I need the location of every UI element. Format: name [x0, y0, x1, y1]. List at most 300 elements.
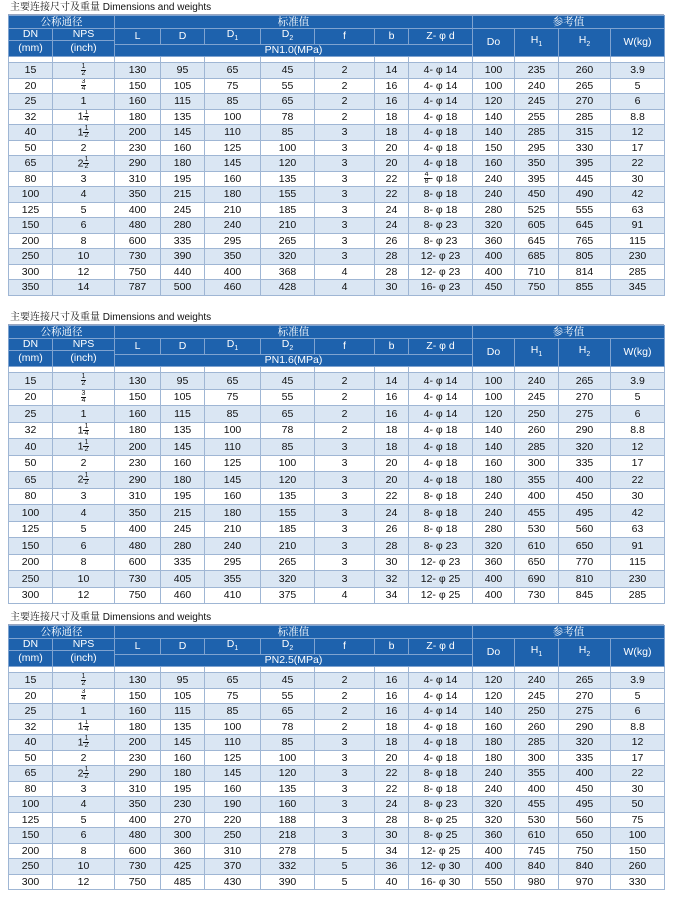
cell-h1: 300	[515, 455, 559, 472]
cell-weight: 8.8	[611, 109, 665, 125]
cell-z-phi-d: 12- φ 25	[409, 843, 473, 859]
cell-d: 115	[161, 406, 205, 423]
cell-d: 270	[161, 812, 205, 828]
cell-h1: 400	[515, 488, 559, 505]
cell-do: 400	[473, 843, 515, 859]
header-z: Z- φ d	[409, 639, 473, 655]
cell-do: 120	[473, 94, 515, 110]
cell-l: 730	[115, 859, 161, 875]
cell-h1: 245	[515, 389, 559, 406]
cell-h1: 525	[515, 202, 559, 218]
cell-h2: 650	[559, 828, 611, 844]
cell-f: 3	[315, 781, 375, 797]
cell-d: 335	[161, 233, 205, 249]
cell-dn: 50	[9, 750, 53, 766]
cell-d2: 85	[261, 439, 315, 456]
header-weight: W(kg)	[611, 639, 665, 667]
cell-h2: 395	[559, 156, 611, 172]
cell-h2: 285	[559, 109, 611, 125]
cell-do: 240	[473, 187, 515, 203]
cell-d2: 210	[261, 538, 315, 555]
cell-d1: 110	[205, 439, 261, 456]
header-f: f	[315, 29, 375, 45]
cell-d1: 430	[205, 874, 261, 890]
cell-d1: 310	[205, 843, 261, 859]
header-l: L	[115, 29, 161, 45]
cell-d: 245	[161, 521, 205, 538]
cell-h2: 495	[559, 797, 611, 813]
cell-dn: 15	[9, 673, 53, 689]
cell-b: 16	[375, 406, 409, 423]
cell-f: 3	[315, 505, 375, 522]
cell-h1: 400	[515, 781, 559, 797]
cell-do: 360	[473, 233, 515, 249]
cell-d1: 240	[205, 538, 261, 555]
cell-b: 18	[375, 735, 409, 751]
cell-d: 245	[161, 202, 205, 218]
cell-d: 145	[161, 735, 205, 751]
cell-z-phi-d: 8- φ 18	[409, 488, 473, 505]
cell-do: 240	[473, 781, 515, 797]
cell-h2: 495	[559, 505, 611, 522]
cell-weight: 150	[611, 843, 665, 859]
cell-d1: 145	[205, 156, 261, 172]
cell-nps: 8	[53, 554, 115, 571]
cell-l: 160	[115, 704, 161, 720]
header-dn-unit: (mm)	[9, 41, 53, 57]
cell-l: 290	[115, 472, 161, 489]
cell-do: 320	[473, 812, 515, 828]
cell-l: 160	[115, 406, 161, 423]
cell-d2: 85	[261, 735, 315, 751]
cell-dn: 350	[9, 280, 53, 296]
cell-h2: 335	[559, 455, 611, 472]
cell-do: 550	[473, 874, 515, 890]
table-row	[9, 389, 665, 406]
cell-weight: 6	[611, 94, 665, 110]
cell-d1: 250	[205, 828, 261, 844]
cell-h1: 610	[515, 538, 559, 555]
cell-z-phi-d: $\frac{4}{8}$ - φ 18	[409, 171, 473, 187]
cell-weight: 8.8	[611, 422, 665, 439]
cell-h2: 805	[559, 249, 611, 265]
cell-nps	[53, 373, 115, 390]
cell-dn: 100	[9, 187, 53, 203]
cell-z-phi-d: 4- φ 18	[409, 125, 473, 141]
cell-b: 32	[375, 571, 409, 588]
table-row	[9, 140, 665, 156]
table-header	[9, 16, 665, 57]
cell-l: 480	[115, 218, 161, 234]
header-nps-unit: (inch)	[53, 651, 115, 667]
cell-d1: 295	[205, 233, 261, 249]
header-nominal: 公称通径	[9, 626, 115, 639]
table-row	[9, 554, 665, 571]
cell-d1: 125	[205, 455, 261, 472]
cell-f: 2	[315, 704, 375, 720]
table-row	[9, 94, 665, 110]
cell-h1: 285	[515, 439, 559, 456]
cell-l: 787	[115, 280, 161, 296]
cell-b: 18	[375, 125, 409, 141]
cell-h2: 320	[559, 735, 611, 751]
cell-h1: 300	[515, 750, 559, 766]
cell-weight: 17	[611, 140, 665, 156]
cell-h1: 260	[515, 422, 559, 439]
cell-weight: 115	[611, 554, 665, 571]
cell-nps: 12	[53, 587, 115, 604]
cell-dn: 150	[9, 538, 53, 555]
cell-nps: 2 $\frac{1}{2}$	[53, 766, 115, 782]
cell-nps	[53, 63, 115, 79]
cell-do: 400	[473, 859, 515, 875]
cell-d2: 320	[261, 571, 315, 588]
header-nps-unit: (inch)	[53, 351, 115, 367]
header-f: f	[315, 639, 375, 655]
cell-b: 28	[375, 538, 409, 555]
header-weight: W(kg)	[611, 29, 665, 57]
cell-nps: 5	[53, 521, 115, 538]
cell-do: 320	[473, 218, 515, 234]
fraction: $\frac{1}{2}$	[84, 155, 89, 170]
cell-d1: 410	[205, 587, 261, 604]
table-row	[9, 125, 665, 141]
cell-d: 195	[161, 171, 205, 187]
cell-d: 390	[161, 249, 205, 265]
cell-f: 3	[315, 554, 375, 571]
cell-do: 320	[473, 797, 515, 813]
cell-d: 105	[161, 688, 205, 704]
cell-f: 2	[315, 94, 375, 110]
cell-h1: 240	[515, 373, 559, 390]
fraction: $\frac{3}{4}$	[81, 389, 86, 404]
cell-h1: 530	[515, 521, 559, 538]
cell-dn: 40	[9, 439, 53, 456]
cell-nps: 3	[53, 781, 115, 797]
cell-l: 290	[115, 766, 161, 782]
cell-dn: 40	[9, 735, 53, 751]
cell-b: 24	[375, 505, 409, 522]
header-reference: 参考值	[473, 16, 665, 29]
cell-weight: 22	[611, 156, 665, 172]
cell-h2: 445	[559, 171, 611, 187]
cell-h1: 730	[515, 587, 559, 604]
cell-d1: 210	[205, 521, 261, 538]
cell-f: 2	[315, 63, 375, 79]
cell-z-phi-d: 4- φ 14	[409, 78, 473, 94]
cell-d1: 350	[205, 249, 261, 265]
cell-d: 500	[161, 280, 205, 296]
cell-h1: 355	[515, 766, 559, 782]
cell-b: 16	[375, 688, 409, 704]
cell-d2: 85	[261, 125, 315, 141]
cell-do: 140	[473, 125, 515, 141]
cell-d2: 155	[261, 505, 315, 522]
cell-do: 140	[473, 704, 515, 720]
cell-f: 4	[315, 587, 375, 604]
cell-l: 350	[115, 797, 161, 813]
cell-b: 22	[375, 766, 409, 782]
cell-weight: 3.9	[611, 373, 665, 390]
cell-l: 750	[115, 264, 161, 280]
cell-z-phi-d: 16- φ 23	[409, 280, 473, 296]
dimensions-section-pn10	[8, 2, 664, 296]
cell-h1: 285	[515, 125, 559, 141]
cell-do: 240	[473, 766, 515, 782]
cell-l: 200	[115, 125, 161, 141]
cell-z-phi-d: 8- φ 18	[409, 202, 473, 218]
cell-z-phi-d: 4- φ 14	[409, 688, 473, 704]
cell-f: 3	[315, 202, 375, 218]
cell-z-phi-d: 4- φ 14	[409, 673, 473, 689]
cell-weight: 17	[611, 750, 665, 766]
cell-l: 350	[115, 505, 161, 522]
cell-d: 95	[161, 673, 205, 689]
cell-h2: 400	[559, 472, 611, 489]
cell-d2: 120	[261, 766, 315, 782]
cell-l: 130	[115, 673, 161, 689]
cell-nps: 1	[53, 406, 115, 423]
cell-l: 310	[115, 781, 161, 797]
cell-d2: 188	[261, 812, 315, 828]
cell-b: 22	[375, 171, 409, 187]
cell-h1: 450	[515, 187, 559, 203]
cell-d2: 135	[261, 781, 315, 797]
cell-f: 3	[315, 812, 375, 828]
table-row	[9, 859, 665, 875]
cell-b: 20	[375, 140, 409, 156]
cell-do: 140	[473, 109, 515, 125]
cell-weight: 5	[611, 78, 665, 94]
cell-h1: 285	[515, 735, 559, 751]
cell-f: 3	[315, 171, 375, 187]
cell-h1: 530	[515, 812, 559, 828]
table-row	[9, 521, 665, 538]
cell-nps: 1 $\frac{1}{4}$	[53, 719, 115, 735]
cell-d: 195	[161, 781, 205, 797]
header-d: D	[161, 29, 205, 45]
cell-do: 140	[473, 422, 515, 439]
cell-h2: 265	[559, 373, 611, 390]
table-row	[9, 202, 665, 218]
cell-z-phi-d: 4- φ 18	[409, 735, 473, 751]
fraction: $\frac{1}{2}$	[84, 439, 89, 454]
cell-f: 3	[315, 233, 375, 249]
cell-z-phi-d: 12- φ 23	[409, 249, 473, 265]
cell-weight: 345	[611, 280, 665, 296]
cell-weight: 230	[611, 249, 665, 265]
cell-f: 3	[315, 218, 375, 234]
header-b: b	[375, 29, 409, 45]
cell-z-phi-d: 8- φ 25	[409, 812, 473, 828]
cell-d1: 210	[205, 202, 261, 218]
cell-d1: 355	[205, 571, 261, 588]
cell-z-phi-d: 8- φ 23	[409, 538, 473, 555]
cell-z-phi-d: 12- φ 23	[409, 264, 473, 280]
cell-z-phi-d: 8- φ 18	[409, 505, 473, 522]
cell-f: 3	[315, 140, 375, 156]
cell-z-phi-d: 8- φ 18	[409, 187, 473, 203]
cell-weight: 8.8	[611, 719, 665, 735]
cell-d1: 145	[205, 766, 261, 782]
cell-b: 40	[375, 874, 409, 890]
cell-do: 280	[473, 521, 515, 538]
cell-h1: 840	[515, 859, 559, 875]
cell-h1: 645	[515, 233, 559, 249]
header-nominal: 公称通径	[9, 16, 115, 29]
cell-nps: 4	[53, 797, 115, 813]
table-row	[9, 439, 665, 456]
cell-h2: 335	[559, 750, 611, 766]
fraction: $\frac{4}{8}$	[424, 171, 429, 186]
cell-d2: 55	[261, 688, 315, 704]
cell-l: 600	[115, 233, 161, 249]
header-l: L	[115, 339, 161, 355]
cell-nps	[53, 673, 115, 689]
cell-dn: 65	[9, 472, 53, 489]
cell-h2: 330	[559, 140, 611, 156]
cell-d2: 55	[261, 389, 315, 406]
header-h1: $H_1$	[515, 339, 559, 367]
cell-d1: 400	[205, 264, 261, 280]
cell-l: 130	[115, 373, 161, 390]
cell-h1: 395	[515, 171, 559, 187]
cell-f: 2	[315, 78, 375, 94]
table-row	[9, 373, 665, 390]
cell-d: 105	[161, 78, 205, 94]
cell-nps: 3	[53, 488, 115, 505]
cell-nps: 12	[53, 264, 115, 280]
cell-h2: 450	[559, 488, 611, 505]
cell-d1: 75	[205, 688, 261, 704]
header-nps: NPS	[53, 639, 115, 651]
cell-d1: 160	[205, 171, 261, 187]
table-row	[9, 264, 665, 280]
header-b: b	[375, 639, 409, 655]
cell-weight: 6	[611, 704, 665, 720]
cell-h1: 235	[515, 63, 559, 79]
cell-d: 280	[161, 218, 205, 234]
cell-do: 120	[473, 688, 515, 704]
cell-do: 450	[473, 280, 515, 296]
cell-b: 22	[375, 488, 409, 505]
header-h1: $H_1$	[515, 639, 559, 667]
cell-weight: 12	[611, 125, 665, 141]
cell-d: 215	[161, 187, 205, 203]
fraction: $\frac{1}{2}$	[84, 765, 89, 780]
cell-f: 2	[315, 406, 375, 423]
cell-d2: 135	[261, 171, 315, 187]
cell-d1: 125	[205, 140, 261, 156]
cell-dn: 40	[9, 125, 53, 141]
cell-dn: 15	[9, 373, 53, 390]
cell-do: 100	[473, 373, 515, 390]
cell-dn: 65	[9, 156, 53, 172]
table-row	[9, 187, 665, 203]
cell-z-phi-d: 4- φ 18	[409, 439, 473, 456]
cell-b: 14	[375, 63, 409, 79]
table-row	[9, 538, 665, 555]
cell-do: 160	[473, 719, 515, 735]
cell-b: 22	[375, 187, 409, 203]
cell-nps: 3	[53, 171, 115, 187]
table-row	[9, 797, 665, 813]
table-row	[9, 750, 665, 766]
cell-dn: 32	[9, 109, 53, 125]
cell-l: 150	[115, 78, 161, 94]
cell-h2: 855	[559, 280, 611, 296]
section-title: 主要连接尺寸及重量 Dimensions and weights	[8, 2, 664, 15]
cell-do: 400	[473, 587, 515, 604]
cell-d: 105	[161, 389, 205, 406]
cell-nps: 8	[53, 233, 115, 249]
cell-weight: 100	[611, 828, 665, 844]
cell-h2: 290	[559, 719, 611, 735]
header-reference: 参考值	[473, 626, 665, 639]
cell-dn: 50	[9, 455, 53, 472]
cell-f: 3	[315, 187, 375, 203]
cell-b: 20	[375, 156, 409, 172]
table-row	[9, 843, 665, 859]
cell-b: 30	[375, 828, 409, 844]
cell-f: 2	[315, 688, 375, 704]
table-row	[9, 688, 665, 704]
cell-z-phi-d: 4- φ 14	[409, 63, 473, 79]
cell-h2: 765	[559, 233, 611, 249]
cell-d2: 265	[261, 233, 315, 249]
cell-l: 600	[115, 843, 161, 859]
cell-do: 150	[473, 140, 515, 156]
cell-d2: 78	[261, 422, 315, 439]
fraction: $\frac{1}{2}$	[84, 124, 89, 139]
cell-d1: 295	[205, 554, 261, 571]
cell-weight: 12	[611, 735, 665, 751]
cell-b: 22	[375, 781, 409, 797]
cell-dn: 20	[9, 688, 53, 704]
cell-d2: 185	[261, 521, 315, 538]
header-d: D	[161, 639, 205, 655]
cell-f: 3	[315, 439, 375, 456]
cell-d1: 180	[205, 187, 261, 203]
cell-nps: 2	[53, 140, 115, 156]
table-row	[9, 406, 665, 423]
cell-do: 160	[473, 455, 515, 472]
table-row	[9, 488, 665, 505]
cell-nps: 2	[53, 455, 115, 472]
cell-f: 3	[315, 125, 375, 141]
dimensions-section-pn25	[8, 612, 664, 890]
cell-dn: 200	[9, 843, 53, 859]
cell-h2: 400	[559, 766, 611, 782]
cell-f: 3	[315, 828, 375, 844]
cell-h2: 275	[559, 704, 611, 720]
header-standard: 标准值	[115, 16, 473, 29]
table-row	[9, 280, 665, 296]
cell-l: 350	[115, 187, 161, 203]
cell-dn: 300	[9, 587, 53, 604]
cell-nps: 10	[53, 249, 115, 265]
header-weight: W(kg)	[611, 339, 665, 367]
cell-d1: 110	[205, 125, 261, 141]
cell-weight: 22	[611, 766, 665, 782]
cell-l: 750	[115, 587, 161, 604]
cell-dn: 125	[9, 202, 53, 218]
cell-f: 2	[315, 719, 375, 735]
cell-z-phi-d: 4- φ 18	[409, 156, 473, 172]
cell-h2: 650	[559, 538, 611, 555]
cell-dn: 20	[9, 389, 53, 406]
cell-h1: 685	[515, 249, 559, 265]
